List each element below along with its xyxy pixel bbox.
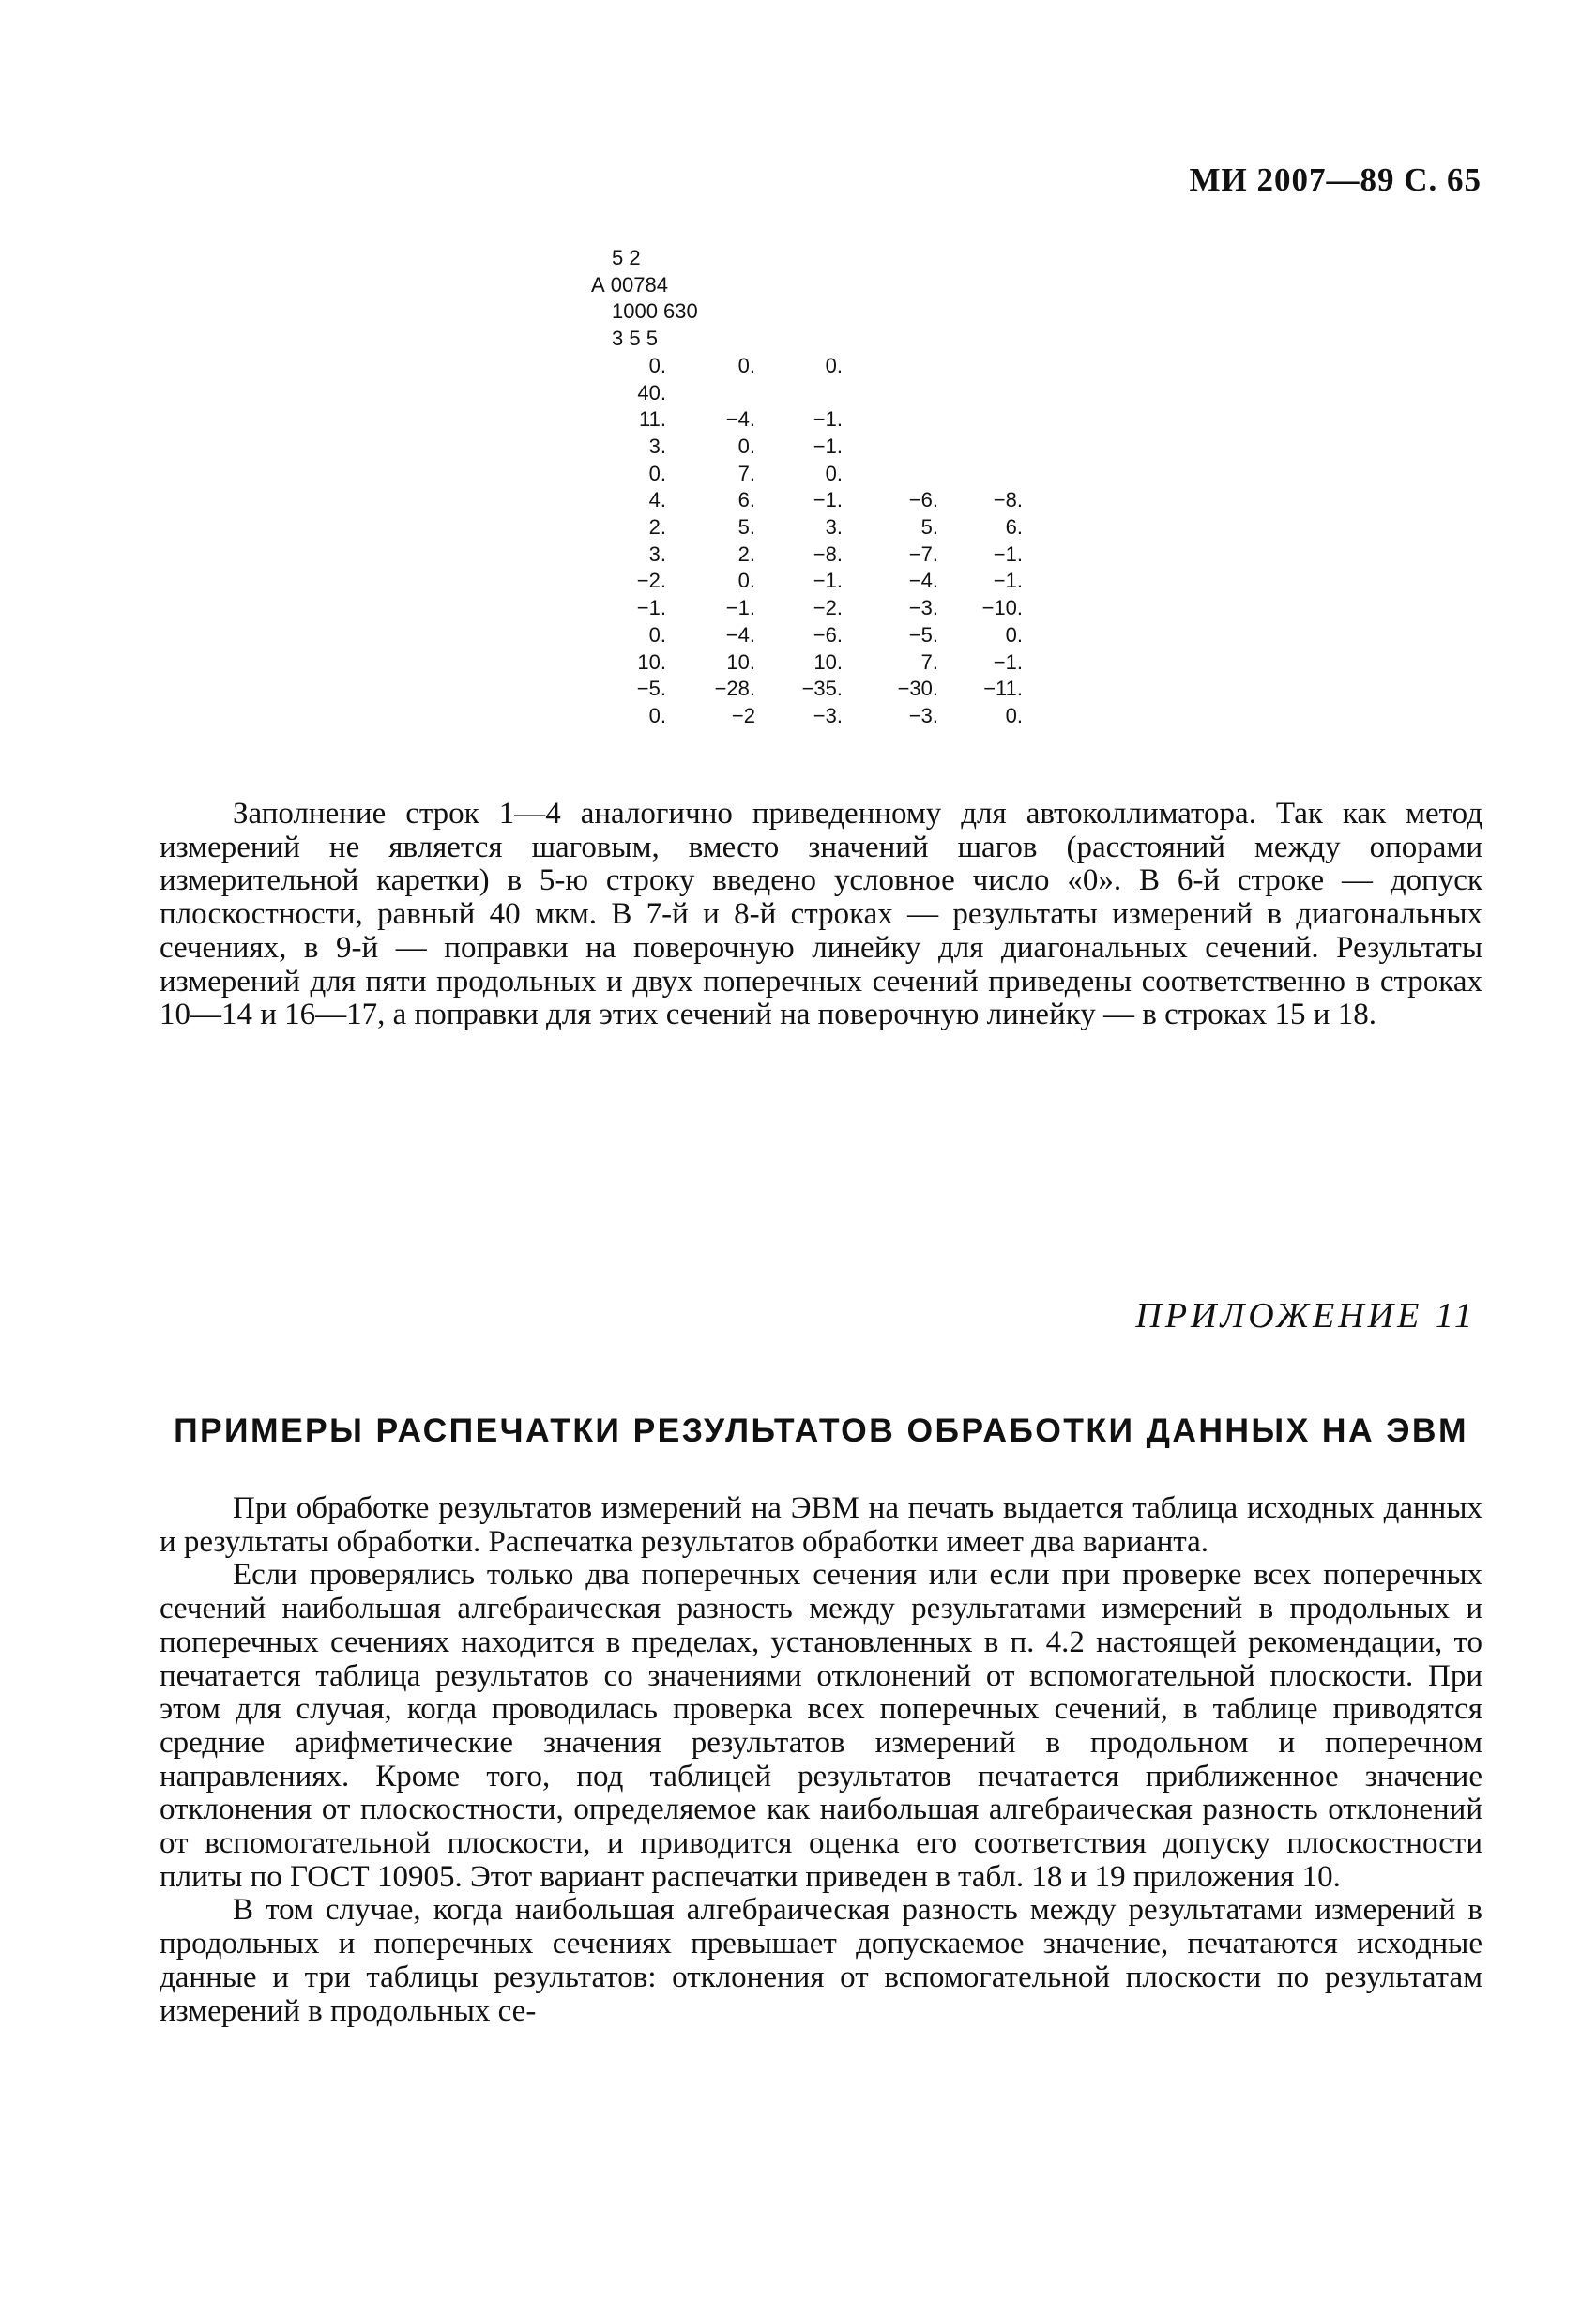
printout-cell: 2. <box>648 515 666 539</box>
printout-cell: −1. <box>993 542 1023 566</box>
printout-cell: −1. <box>993 569 1023 593</box>
printout-row <box>591 677 1079 703</box>
printout-cell: 4. <box>648 488 666 512</box>
printout-cell: −28. <box>714 677 755 701</box>
printout-cell: −30. <box>897 677 938 701</box>
printout-cell: −3. <box>908 596 938 620</box>
printout-cell: −5. <box>908 622 938 647</box>
printout-cell: 0. <box>737 434 755 458</box>
printout-cell: 0. <box>737 353 755 377</box>
printout-cell: 6. <box>737 488 755 512</box>
printout-cell: 0. <box>1005 703 1023 727</box>
appendix-label: ПРИЛОЖЕНИЕ 11 <box>1135 1296 1476 1335</box>
section-body <box>160 1492 1482 2028</box>
printout-cell: 0. <box>737 569 755 593</box>
printout-cell: 2. <box>737 542 755 566</box>
printout-cell: 0. <box>648 622 666 647</box>
printout-cell: 10. <box>637 649 666 674</box>
printout-cell: 0. <box>648 461 666 485</box>
printout-cell: −3. <box>908 703 938 727</box>
printout-row <box>591 542 1079 569</box>
printout-cell: 7. <box>737 461 755 485</box>
printout-row <box>591 704 1079 730</box>
printout-cell: −1. <box>636 596 666 620</box>
section-title: ПРИМЕРЫ РАСПЕЧАТКИ РЕЗУЛЬТАТОВ ОБРАБОТКИ ДАННЫХ НА ЭВМ <box>174 1411 1468 1449</box>
printout-cell: 6. <box>1005 515 1023 539</box>
printout-cell: 0. <box>825 461 843 485</box>
printout-cell: −35. <box>801 677 843 701</box>
section-paragraph-2: Если проверялись только два поперечных сечения или если при проверке всех поперечных сечений наибольшая алгебраическая разность между результатами измерений в продольных и поперечных сечениях находится в пределах, установленных в п. 4.2 настоящей рекомендации, то печатается таблица результатов со значениями отклонений от вспомогательной плоскости. При этом для случая, когда проводилась проверка всех поперечных сечений, в таблице приводятся средние арифметические значения результатов измерений в продольном и поперечном направлениях. Кроме того, под таблицей результатов печатается приближенное значение отклонения от плоскостности, определяемое как наибольшая алгебраическая разность отклонений от вспомогательной плоскости, и приводится оценка его соответствия допуску плоскостности плиты по ГОСТ 10905. Этот вариант распечатки приведен в табл. 18 и 19 приложения 10. <box>160 1558 1482 1894</box>
printout-cell: 10. <box>813 649 843 674</box>
printout-cell: −8. <box>813 542 843 566</box>
printout-row <box>591 407 1079 434</box>
printout-cell: А 00784 <box>591 272 668 297</box>
printout-cell: −3. <box>813 703 843 727</box>
printout-cell: 0. <box>648 703 666 727</box>
printout-cell: −7. <box>908 542 938 566</box>
printout-cell: −6. <box>908 488 938 512</box>
printout-cell: −1. <box>813 407 843 432</box>
running-head: МИ 2007—89 С. 65 <box>1189 161 1482 198</box>
printout-cell: −4. <box>908 569 938 593</box>
printout-cell: −2. <box>813 596 843 620</box>
section-paragraph-3: В том случае, когда наибольшая алгебраическая разность между результатами измерений в продольных и поперечных сечениях превышает допускаемое значение, печатаются исходные данные и три таблицы результатов: отклонения от вспомогательной плоскости по результатам измерений в продольных се- <box>160 1893 1482 2028</box>
printout-cell: −1. <box>813 434 843 458</box>
printout-row <box>591 273 1079 299</box>
printout-row <box>591 246 1079 272</box>
printout-cell: −8. <box>993 488 1023 512</box>
printout-cell: 3. <box>825 515 843 539</box>
printout-row <box>591 569 1079 595</box>
printout-cell: 40. <box>637 380 666 404</box>
printout-row <box>591 327 1079 353</box>
printout-row <box>591 488 1079 514</box>
printout-cell: 5. <box>920 515 938 539</box>
printout-cell: 5. <box>737 515 755 539</box>
printout-cell: 11. <box>639 407 666 432</box>
printout-cell: 0. <box>1005 622 1023 647</box>
printout-cell: 3 5 5 <box>612 327 658 351</box>
printout-row <box>591 462 1079 488</box>
printout-row <box>591 515 1079 542</box>
data-printout <box>591 246 1079 771</box>
printout-cell: −5. <box>636 677 666 701</box>
section-paragraph-1: При обработке результатов измерений на ЭВМ на печать выдается таблица исходных данных и результаты обработки. Распечатка результатов обработки имеет два варианта. <box>160 1491 1482 1559</box>
printout-row <box>591 596 1079 622</box>
printout-row <box>591 435 1079 461</box>
printout-cell: −1. <box>725 596 755 620</box>
printout-cell: −2. <box>636 569 666 593</box>
printout-cell: −6. <box>813 622 843 647</box>
printout-cell: 0. <box>648 353 666 377</box>
printout-cell: −4. <box>725 622 755 647</box>
printout-cell: −2 <box>731 703 755 727</box>
printout-cell: 7. <box>920 649 938 674</box>
printout-cell: −1. <box>813 488 843 512</box>
printout-row <box>591 650 1079 677</box>
printout-cell: −10. <box>981 596 1023 620</box>
printout-row <box>591 354 1079 380</box>
printout-row <box>591 381 1079 407</box>
printout-cell: −1. <box>813 569 843 593</box>
paragraph-text: Заполнение строк 1—4 аналогично приведенному для автоколлиматора. Так как метод измерений не является шаговым, вместо значений шагов (расстояний между опорами измерительной каретки) в 5-ю строку введено условное число «0». В 6-й строке — допуск плоскостности, равный 40 мкм. В 7-й и 8-й строках — результаты измерений в диагональных сечениях, в 9-й — поправки на поверочную линейку для диагональных сечений. Результаты измерений для пяти продольных и двух поперечных сечений приведены соответственно в строках 10—14 и 16—17, а поправки для этих сечений на поверочную линейку — в строках 15 и 18. <box>160 797 1482 1032</box>
printout-cell: 10. <box>726 649 755 674</box>
printout-row <box>591 623 1079 649</box>
paragraph-row-filling <box>160 798 1482 1032</box>
printout-cell: 1000 630 <box>612 299 698 324</box>
printout-cell: −11. <box>983 677 1023 701</box>
printout-cell: −1. <box>993 649 1023 674</box>
printout-row <box>591 299 1079 326</box>
printout-cell: 3. <box>648 434 666 458</box>
printout-cell: 5 2 <box>612 246 641 269</box>
printout-cell: −4. <box>725 407 755 432</box>
printout-cell: 0. <box>825 353 843 377</box>
printout-cell: 3. <box>648 542 666 566</box>
